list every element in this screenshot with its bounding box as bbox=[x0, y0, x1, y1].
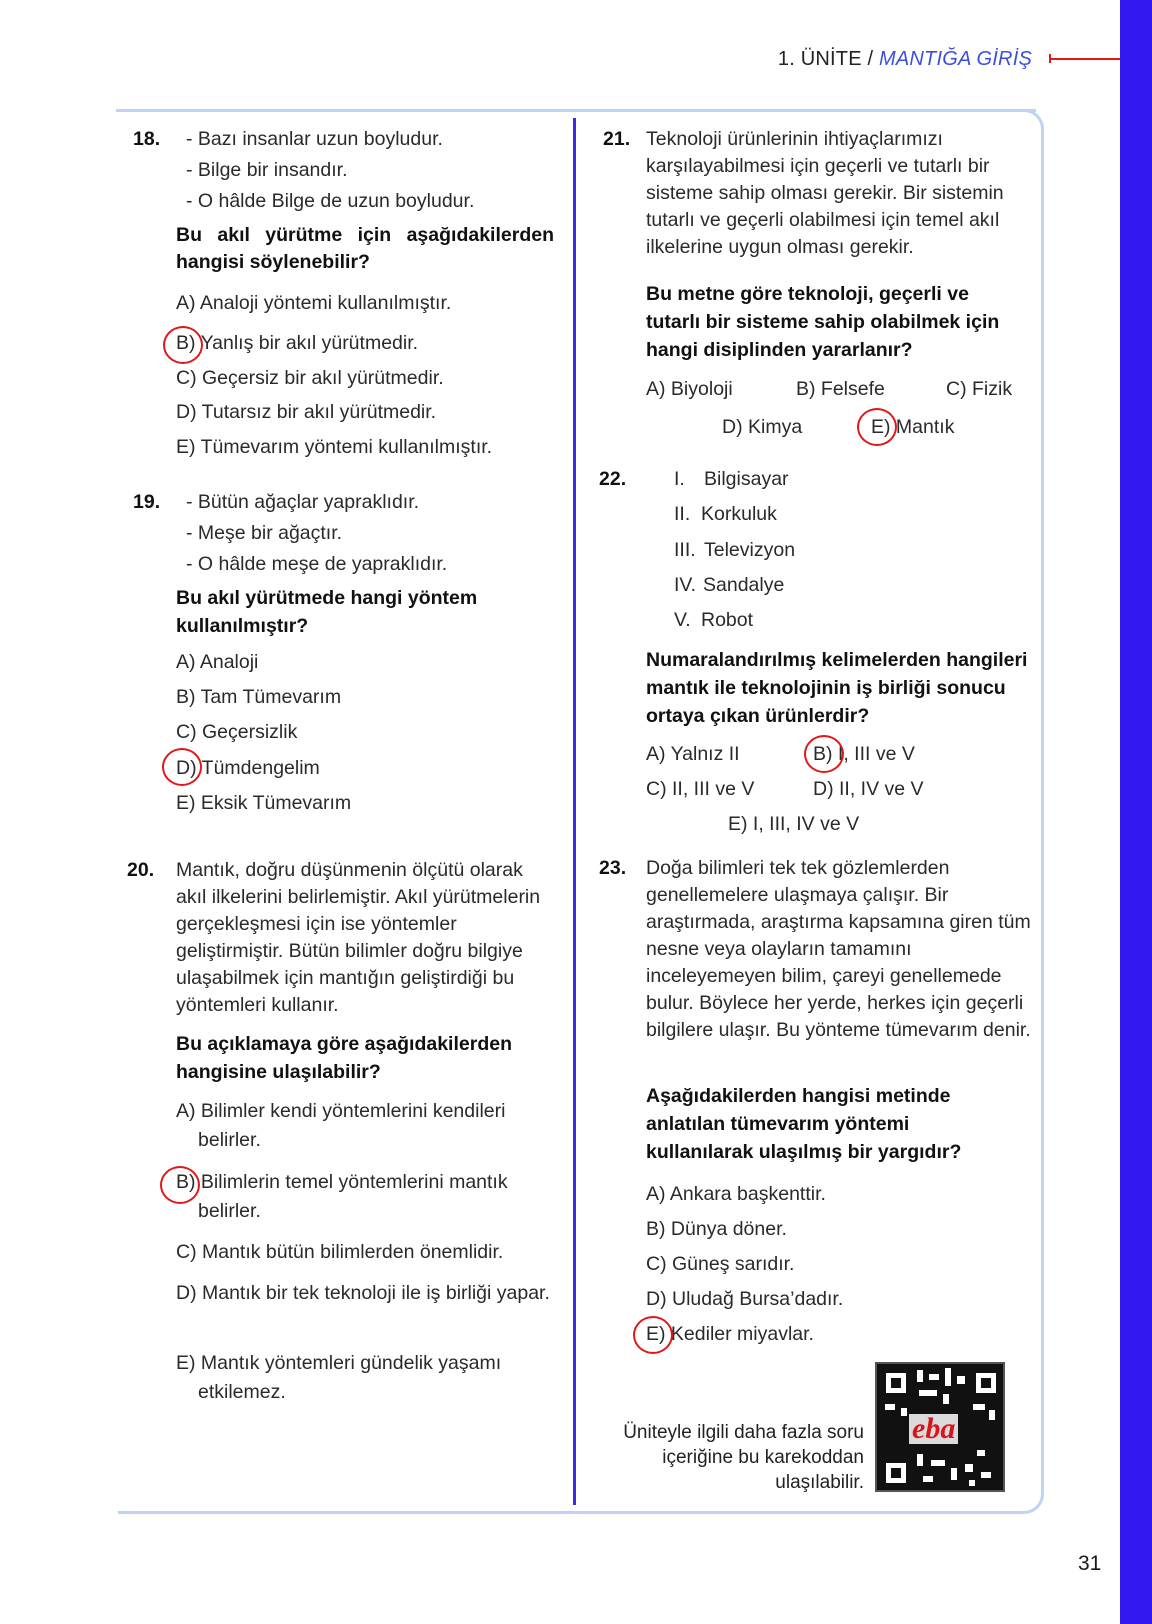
unit-label: 1. ÜNİTE / bbox=[777, 48, 880, 70]
option-e[interactable]: E) Mantık yöntemleri gündelik yaşamı etkilemez. bbox=[176, 1352, 502, 1403]
question-number: 21. bbox=[603, 128, 631, 150]
premise: - O hâlde meşe de yapraklıdır. bbox=[186, 553, 448, 575]
option-a[interactable]: A) Biyoloji bbox=[646, 378, 733, 400]
option-c[interactable]: C) Mantık bütün bilimlerden önemlidir. bbox=[176, 1241, 504, 1263]
option-d[interactable]: D) Mantık bir tek teknoloji ile iş birliği yapar. bbox=[176, 1282, 550, 1304]
option-a[interactable]: A) Yalnız II bbox=[646, 743, 740, 765]
option-a[interactable]: A) Analoji bbox=[176, 651, 259, 673]
option-c[interactable]: C) Güneş sarıdır. bbox=[646, 1253, 795, 1275]
option-a[interactable]: A) Ankara başkenttir. bbox=[646, 1183, 826, 1205]
question-stem: Aşağıdakilerden hangisi metinde anlatılan tümevarım yöntemi kullanılarak ulaşılmış bir yargıdır? bbox=[646, 1085, 962, 1163]
question-number: 19. bbox=[133, 491, 161, 513]
item-number: II. bbox=[674, 503, 691, 525]
page-number: 31 bbox=[1078, 1552, 1102, 1575]
question-stem: Bu metne göre teknoloji, geçerli ve tutarlı bir sisteme sahip olabilmek için hangi disiplinden yararlanır? bbox=[646, 283, 1000, 361]
premise: - Bilge bir insandır. bbox=[186, 159, 348, 181]
item-text: Sandalye bbox=[703, 574, 785, 596]
qr-finder-pattern bbox=[971, 1368, 1001, 1398]
option-c[interactable]: C) II, III ve V bbox=[646, 778, 755, 800]
eba-logo: eba bbox=[909, 1414, 958, 1444]
item-text: Robot bbox=[701, 609, 754, 631]
question-number: 20. bbox=[127, 859, 155, 881]
option-e[interactable]: E) Tümevarım yöntemi kullanılmıştır. bbox=[176, 436, 493, 458]
question-number: 23. bbox=[599, 857, 627, 879]
unit-header bbox=[778, 48, 1032, 71]
question-stem: Bu açıklamaya göre aşağıdakilerden hangisine ulaşılabilir? bbox=[176, 1033, 512, 1083]
unit-title: MANTIĞA GİRİŞ bbox=[879, 48, 1032, 70]
item-number: IV. bbox=[674, 574, 697, 596]
question-stem: Bu akıl yürütmede hangi yöntem kullanılmıştır? bbox=[176, 587, 478, 637]
question-stem: Bu akıl yürütme için aşağıdakilerden hangisi söylenebilir? bbox=[176, 224, 554, 273]
option-d[interactable]: D) Uludağ Bursa’dadır. bbox=[646, 1288, 844, 1310]
item-number: III. bbox=[674, 539, 696, 561]
option-d[interactable]: D) Kimya bbox=[722, 416, 803, 438]
side-accent-bar bbox=[1120, 0, 1152, 1624]
option-b[interactable]: B) Tam Tümevarım bbox=[176, 686, 342, 708]
option-b[interactable]: B) I, III ve V bbox=[813, 743, 915, 765]
option-e[interactable]: E) Mantık bbox=[871, 416, 955, 438]
content-frame-top bbox=[116, 109, 1036, 112]
option-d[interactable]: D) Tutarsız bir akıl yürütmedir. bbox=[176, 401, 437, 423]
option-e[interactable]: E) Kediler miyavlar. bbox=[646, 1323, 814, 1345]
question-paragraph: Doğa bilimleri tek tek gözlemlerden genellemelere ulaşmaya çalışır. Bir araştırmada, araştırma kapsamına giren tüm nesne veya olayların tamamını inceleyemeyen bilim, çareyi genellemede bulur. Böylece her yerde, herkes için geçerli bilgilere ulaşır. Bu yönteme tümevarım denir. bbox=[646, 857, 1031, 1041]
qr-finder-pattern bbox=[881, 1458, 911, 1488]
option-b[interactable]: B) Yanlış bir akıl yürütmedir. bbox=[176, 332, 419, 354]
premise: - Meşe bir ağaçtır. bbox=[186, 522, 343, 544]
question-number: 22. bbox=[599, 468, 627, 490]
option-a[interactable]: A) Bilimler kendi yöntemlerini kendileri belirler. bbox=[176, 1100, 506, 1151]
item-number: I. bbox=[674, 468, 685, 490]
option-e[interactable]: E) Eksik Tümevarım bbox=[176, 792, 352, 814]
item-text: Bilgisayar bbox=[704, 468, 789, 490]
option-a[interactable]: A) Analoji yöntemi kullanılmıştır. bbox=[176, 292, 452, 314]
content-frame-right bbox=[1041, 136, 1044, 1496]
premise: - Bazı insanlar uzun boyludur. bbox=[186, 128, 443, 150]
option-c[interactable]: C) Geçersiz bir akıl yürütmedir. bbox=[176, 367, 444, 389]
header-red-line bbox=[1050, 58, 1120, 60]
item-text: Televizyon bbox=[704, 539, 796, 561]
option-c[interactable]: C) Geçersizlik bbox=[176, 721, 298, 743]
option-b[interactable]: B) Dünya döner. bbox=[646, 1218, 787, 1240]
item-text: Korkuluk bbox=[701, 503, 777, 525]
question-number: 18. bbox=[133, 128, 161, 150]
question-stem: Numaralandırılmış kelimelerden hangileri mantık ile teknolojinin iş birliği sonucu ortaya çıkan ürünlerdir? bbox=[646, 649, 1028, 727]
option-c[interactable]: C) Fizik bbox=[946, 378, 1013, 400]
column-divider bbox=[573, 118, 576, 1505]
question-paragraph: Teknoloji ürünlerinin ihtiyaçlarımızı karşılayabilmesi için geçerli ve tutarlı bir sisteme sahip olması gerekir. Bir sistemin tutarlı ve geçerli olabilmesi için temel akıl ilkelerine uygun olması gerekir. bbox=[646, 128, 1004, 258]
question-paragraph: Mantık, doğru düşünmenin ölçütü olarak akıl ilkelerini belirlemiştir. Akıl yürütmelerin gerçekleşmesi için ise yöntemler geliştirmiştir. Bütün bilimler doğru bilgiye ulaşabilmek için mantığın geliştirdiği bu yöntemleri kullanır. bbox=[176, 859, 541, 1016]
premise: - O hâlde Bilge de uzun boyludur. bbox=[186, 190, 475, 212]
qr-code[interactable] bbox=[875, 1362, 1005, 1492]
premise: - Bütün ağaçlar yapraklıdır. bbox=[186, 491, 420, 513]
qr-finder-pattern bbox=[881, 1368, 911, 1398]
option-b[interactable]: B) Felsefe bbox=[796, 378, 885, 400]
content-frame-corner bbox=[1016, 1486, 1044, 1514]
qr-caption: Üniteyle ilgili daha fazla soru içeriğine bu karekoddan ulaşılabilir. bbox=[623, 1422, 864, 1493]
option-d[interactable]: D) Tümdengelim bbox=[176, 757, 320, 779]
option-e[interactable]: E) I, III, IV ve V bbox=[728, 813, 860, 835]
option-b[interactable]: B) Bilimlerin temel yöntemlerini mantık belirler. bbox=[176, 1171, 508, 1222]
option-d[interactable]: D) II, IV ve V bbox=[813, 778, 924, 800]
content-frame-bottom bbox=[118, 1511, 1018, 1514]
item-number: V. bbox=[674, 609, 691, 631]
